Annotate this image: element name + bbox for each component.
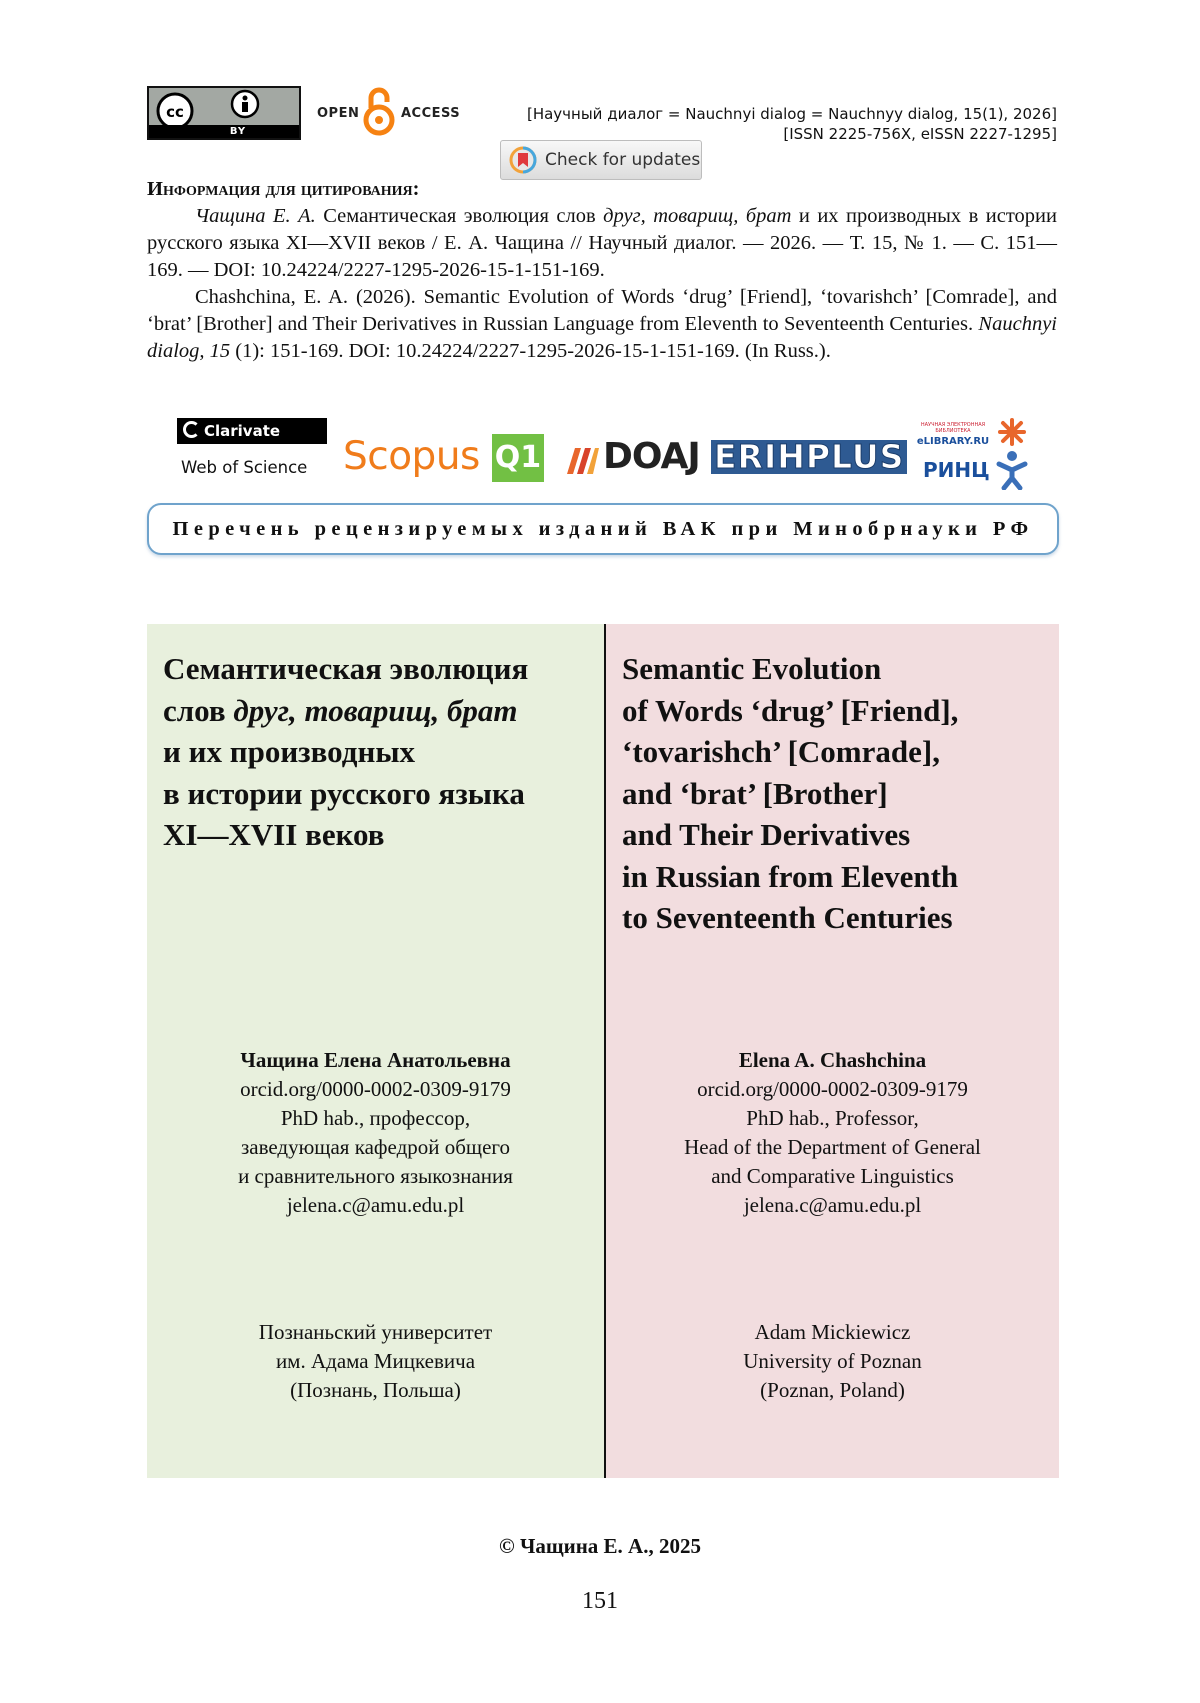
citation-en-text-a: Chashchina, E. A. (2026). Semantic Evolution of Words ‘drug’ [Friend], ‘tovarishch’ [Comrade], and ‘brat’ [Brother] and Their Derivatives in Russian Language from Eleventh to Seventeenth Centuries. — [147, 286, 1057, 335]
citation-en — [147, 284, 1057, 365]
russian-author-orcid[interactable]: orcid.org/0000-0002-0309-9179 — [240, 1077, 511, 1101]
svg-text:cc: cc — [166, 103, 184, 121]
vak-notice-box — [147, 503, 1059, 555]
russian-author-degree: PhD hab., профессор, — [280, 1106, 471, 1130]
doaj-logo[interactable]: DOAJ — [603, 436, 700, 477]
clarivate-text: Clarivate — [204, 422, 281, 440]
russian-title-line: в истории русского языка — [163, 775, 525, 811]
citation-ru — [147, 203, 1057, 284]
rinc-label: РИНЦ — [923, 458, 990, 482]
english-author-block — [606, 1046, 1059, 1220]
russian-author-position: заведующая кафедрой общего — [240, 1135, 511, 1159]
english-author-position: and Comparative Linguistics — [711, 1164, 954, 1188]
open-access-logo — [317, 86, 459, 138]
english-title-line: and ‘brat’ [Brother] — [622, 775, 888, 811]
erihplus-logo[interactable]: ERIHPLUS — [711, 440, 907, 474]
elibrary-rinc-logo[interactable] — [913, 414, 1033, 490]
page-number: 151 — [582, 1588, 618, 1614]
check-for-updates-label: Check for updates — [545, 150, 701, 170]
english-title — [622, 648, 1052, 939]
russian-title-panel — [147, 624, 604, 1478]
q1-badge: Q1 — [492, 434, 544, 482]
cc-by-license-badge[interactable] — [147, 86, 301, 140]
open-lock-icon — [361, 86, 397, 138]
russian-author-position: и сравнительного языкознания — [238, 1164, 513, 1188]
citation-ru-text-a: Семантическая эволюция слов — [315, 205, 604, 227]
english-affiliation-line: University of Poznan — [743, 1349, 922, 1373]
english-title-line: of Words ‘drug’ [Friend], — [622, 692, 959, 728]
doaj-icon — [565, 444, 601, 476]
english-title-line: and Their Derivatives — [622, 817, 911, 852]
russian-affiliation-line: Познаньский университет — [258, 1320, 493, 1344]
english-author-email[interactable]: jelena.c@amu.edu.pl — [743, 1193, 922, 1217]
elibrary-figure-icon — [995, 414, 1029, 490]
indexing-logos — [147, 414, 1059, 490]
citation-en-journal: Nauchnyi dialog, 15 — [147, 313, 1057, 362]
check-for-updates-button[interactable] — [500, 140, 702, 180]
web-of-science-label: Web of Science — [181, 458, 308, 477]
russian-title — [163, 648, 593, 856]
citation-block — [147, 176, 1057, 365]
english-affiliation-line: (Poznan, Poland) — [760, 1378, 905, 1402]
english-affiliation — [606, 1318, 1059, 1405]
russian-title-line: XI—XVII веков — [163, 817, 385, 852]
russian-title-italic-words: друг, товарищ, брат — [233, 692, 518, 728]
citation-heading: Информация для цитирования: — [147, 178, 420, 200]
clarivate-label — [177, 418, 327, 444]
journal-reference-line2: [ISSN 2225-756X, eISSN 2227-1295] — [783, 125, 1057, 143]
russian-author-email[interactable]: jelena.c@amu.edu.pl — [286, 1193, 465, 1217]
english-title-line: in Russian from Eleventh — [622, 858, 959, 894]
vak-notice-text: Перечень рецензируемых изданий ВАК при Минобрнауки РФ — [172, 517, 1034, 540]
cc-by-icon — [149, 88, 299, 126]
citation-ru-text-b: и их производных в истории русского языка XI—XVII веков / Е. А. Чащина // Научный диалог. — 2026. — Т. 15, № 1. — С. 151—169. — DOI: 10.24224/2227-1295-2026-15-1-151-169. — [147, 205, 1057, 281]
cc-by-label: BY — [229, 126, 247, 137]
russian-title-line: Семантическая эволюция — [163, 651, 529, 686]
russian-affiliation-line: (Познань, Польша) — [290, 1378, 461, 1402]
russian-affiliation-line: им. Адама Мицкевича — [275, 1349, 476, 1373]
scopus-logo[interactable]: Scopus — [343, 434, 480, 479]
journal-reference — [527, 104, 1057, 144]
elibrary-caption: НАУЧНАЯ ЭЛЕКТРОННАЯ БИБЛИОТЕКА — [920, 422, 986, 434]
english-affiliation-line: Adam Mickiewicz — [754, 1320, 911, 1344]
journal-reference-line1: [Научный диалог = Nauchnyi dialog = Nauchnyy dialog, 15(1), 2026] — [526, 105, 1057, 123]
english-title-line: ‘tovarishch’ [Comrade], — [622, 734, 940, 769]
russian-author-block — [147, 1046, 604, 1220]
elibrary-label: eLIBRARY.RU — [916, 436, 990, 447]
english-author-name: Elena A. Chashchina — [738, 1048, 927, 1072]
copyright-notice: © Чащина Е. А., 2025 — [499, 1534, 701, 1558]
citation-en-text-b: (1): 151-169. DOI: 10.24224/2227-1295-2026-15-1-151-169. (In Russ.). — [230, 340, 831, 362]
russian-title-line: слов — [163, 692, 234, 728]
russian-affiliation — [147, 1318, 604, 1405]
citation-ru-author: Чащина Е. А. — [195, 205, 316, 227]
web-of-science-logo[interactable] — [177, 418, 327, 486]
english-title-line: to Seventeenth Centuries — [622, 900, 953, 935]
crossmark-icon — [509, 146, 537, 174]
english-title-line: Semantic Evolution — [622, 651, 882, 686]
open-access-right-word: ACCESS — [401, 106, 461, 121]
english-author-orcid[interactable]: orcid.org/0000-0002-0309-9179 — [697, 1077, 968, 1101]
russian-author-name: Чащина Елена Анатольевна — [240, 1048, 511, 1072]
open-access-left-word: OPEN — [317, 106, 360, 121]
english-author-position: Head of the Department of General — [684, 1135, 981, 1159]
russian-title-line: и их производных — [163, 734, 416, 769]
citation-ru-words: друг, товарищ, брат — [603, 205, 792, 227]
english-author-degree: PhD hab., Professor, — [746, 1106, 919, 1130]
english-title-panel — [606, 624, 1059, 1478]
